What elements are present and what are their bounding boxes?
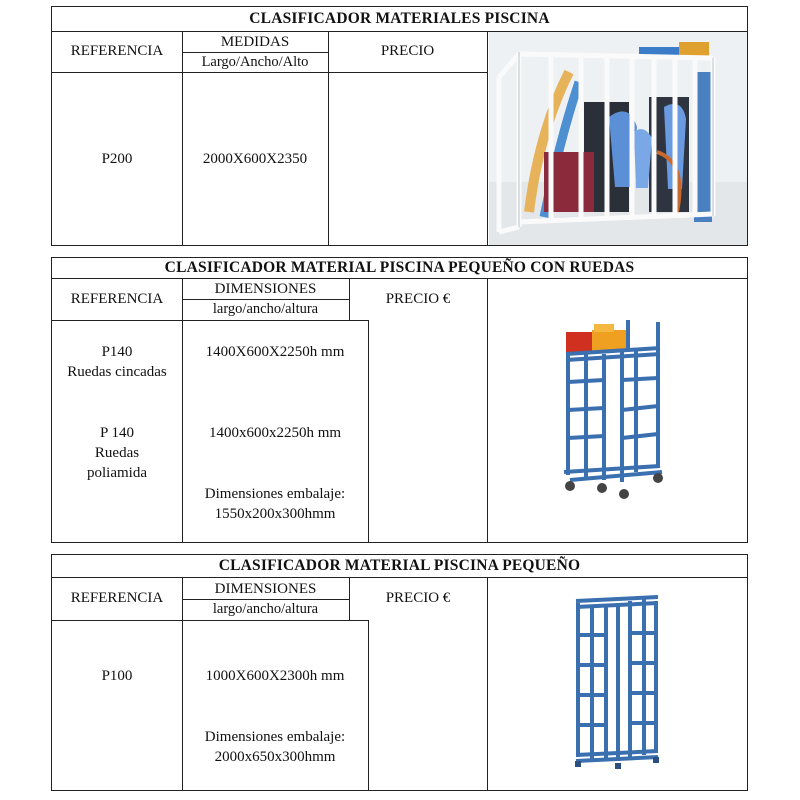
header-medidas: MEDIDAS [220, 34, 290, 50]
header-dimensiones: DIMENSIONES [214, 581, 317, 597]
table-title: CLASIFICADOR MATERIAL PISCINA PEQUEÑO [52, 555, 747, 578]
packaging-dimensions [182, 727, 368, 767]
header-medidas-sub: Largo/Ancho/Alto [201, 54, 309, 70]
header-referencia: REFERENCIA [70, 590, 164, 606]
packaging-dimensions [182, 484, 368, 524]
packaging-value: 1550x200x300hmm [214, 506, 336, 522]
header-dimensiones: DIMENSIONES [214, 281, 317, 297]
table-title: CLASIFICADOR MATERIALES PISCINA [52, 7, 747, 32]
reference-p140-cincadas [52, 342, 182, 382]
header-referencia: REFERENCIA [70, 43, 164, 59]
product-image-blue-rack [572, 595, 662, 770]
reference-code: P 140 [99, 425, 135, 441]
dimensions-value-2: 1400x600x2250h mm [208, 425, 342, 441]
product-image-blue-rack-wheels [562, 320, 672, 502]
reference-code: P140 [101, 344, 133, 360]
header-dimensiones-sub: largo/ancho/altura [212, 301, 319, 317]
dimensions-value: 1000X600X2300h mm [205, 668, 345, 684]
header-precio: PRECIO € [385, 590, 451, 606]
table-clasificador-materiales-piscina [51, 6, 748, 246]
reference-value: P100 [101, 668, 133, 684]
packaging-value: 2000x650x300hmm [214, 749, 336, 765]
packaging-label: Dimensiones embalaje: [204, 729, 346, 745]
reference-variant: Ruedas cincadas [67, 364, 167, 380]
table-clasificador-pequeno [51, 554, 748, 791]
header-precio: PRECIO [380, 43, 435, 59]
reference-variant: Ruedas [94, 445, 140, 461]
dimensions-value: 2000X600X2350 [202, 151, 308, 167]
dimensions-value-1: 1400X600X2250h mm [205, 344, 345, 360]
packaging-label: Dimensiones embalaje: [204, 486, 346, 502]
table-title: CLASIFICADOR MATERIAL PISCINA PEQUEÑO CON RUEDAS [52, 258, 747, 279]
reference-p140-poliamida [52, 423, 182, 483]
product-image-white-rack [489, 32, 747, 245]
header-precio: PRECIO € [385, 291, 451, 307]
reference-value: P200 [101, 151, 133, 167]
table-clasificador-pequeno-ruedas [51, 257, 748, 543]
header-dimensiones-sub: largo/ancho/altura [212, 601, 319, 617]
reference-variant: poliamida [87, 465, 147, 481]
header-referencia: REFERENCIA [70, 291, 164, 307]
